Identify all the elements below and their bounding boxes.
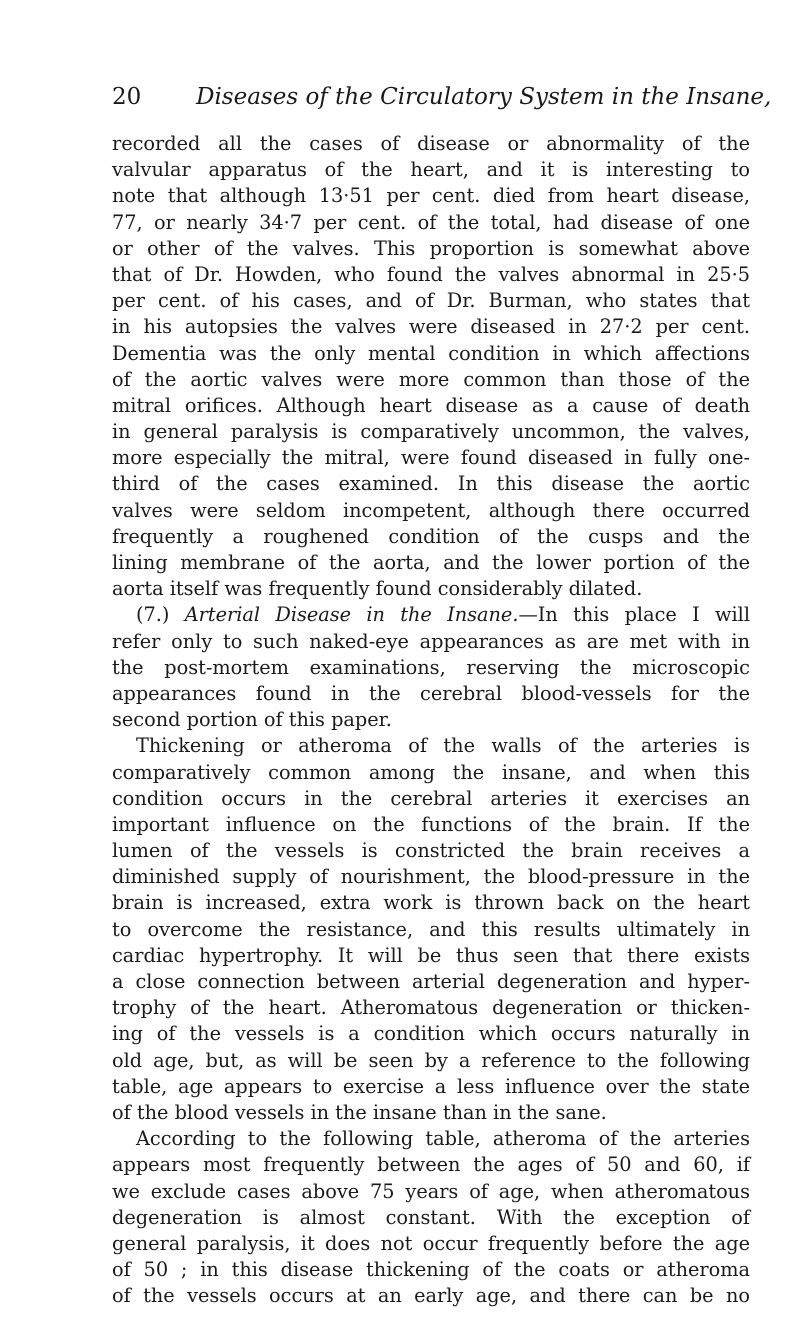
text-line: trophy of the heart. Atheromatous degeneration or thicken- [112,996,750,1020]
text-line: aorta itself was frequently found considerably dilated. [112,577,643,601]
text-line: of the aortic valves were more common than those of the [112,367,750,391]
text-line: a close connection between arterial degeneration and hyper- [112,970,750,993]
text-line: general paralysis, it does not occur frequently before the age [112,1231,750,1255]
text-line: appearances found in the cerebral blood-vessels for the [112,681,750,705]
text-line: table, age appears to exercise a less influence over the state [112,1074,750,1098]
text-line: more especially the mitral, were found diseased in fully one- [112,446,750,470]
text-line: degeneration is almost constant. With the exception of [112,1205,750,1229]
text-line: recorded all the cases of disease or abnormality of the [112,132,750,155]
text-line: important influence on the functions of the brain. If the [112,812,750,836]
text-line: Dementia was the only mental condition in which affections [112,341,750,365]
text-line: in his autopsies the valves were diseased in 27·2 per cent. [112,315,750,339]
text-line: valves were seldom incompetent, although there occurred [112,498,750,522]
text-line: in general paralysis is comparatively uncommon, the valves, [112,420,750,444]
text-line: brain is increased, extra work is thrown back on the heart [112,891,750,915]
text-line: of the blood vessels in the insane than in the sane. [112,1100,607,1124]
text-line: second portion of this paper. [112,708,392,732]
section-first-line-text: —In this place I will [518,603,750,627]
running-title: Diseases of the Circulatory System in the Insane, [196,84,772,110]
text-line: of 50 ; in this disease thickening of the coats or atheroma [112,1258,750,1282]
text-line: Thickening or atheroma of the walls of the arteries is [136,734,750,758]
text-line: third of the cases examined. In this disease the aortic [112,472,750,496]
text-line: lining membrane of the aorta, and the lower portion of the [112,551,750,574]
text-line: lumen of the vessels is constricted the brain receives a [112,839,750,863]
body-text [112,131,750,1309]
text-line: diminished supply of nourishment, the blood-pressure in the [112,865,750,889]
text-line: old age, but, as will be seen by a reference to the following [112,1048,750,1072]
text-line: condition occurs in the cerebral arteries it exercises an [112,786,750,810]
text-line: note that although 13·51 per cent. died from heart disease, [112,184,750,208]
text-line: we exclude cases above 75 years of age, when atheromatous [112,1179,750,1203]
text-line: mitral orifices. Although heart disease as a cause of death [112,393,750,417]
text-line: 77, or nearly 34·7 per cent. of the total, had disease of one [112,210,750,234]
text-line: or other of the valves. This proportion is somewhat above [112,236,750,260]
section-number: (7.) [136,603,170,627]
text-line: cardiac hypertrophy. It will be thus seen that there exists [112,943,750,967]
text-line: the post-mortem examinations, reserving the microscopic [112,655,750,679]
text-line: comparatively common among the insane, and when this [112,760,750,784]
text-line: per cent. of his cases, and of Dr. Burman, who states that [112,289,750,313]
text-line: appears most frequently between the ages of 50 and 60, if [112,1153,750,1177]
text-line: According to the following table, atheroma of the arteries [136,1127,750,1151]
section-title: Arterial Disease in the Insane. [184,603,519,627]
running-head [112,80,772,114]
text-line: of the vessels occurs at an early age, and there can be no [112,1284,750,1308]
text-line: valvular apparatus of the heart, and it is interesting to [112,158,750,182]
text-line: refer only to such naked-eye appearances as are met with in [112,629,750,653]
text-line: frequently a roughened condition of the cusps and the [112,524,750,548]
section-heading-line [112,602,750,628]
text-line: ing of the vessels is a condition which occurs naturally in [112,1022,750,1046]
page-number: 20 [112,84,142,110]
text-line: to overcome the resistance, and this results ultimately in [112,917,750,941]
text-line: that of Dr. Howden, who found the valves abnormal in 25·5 [112,262,750,286]
